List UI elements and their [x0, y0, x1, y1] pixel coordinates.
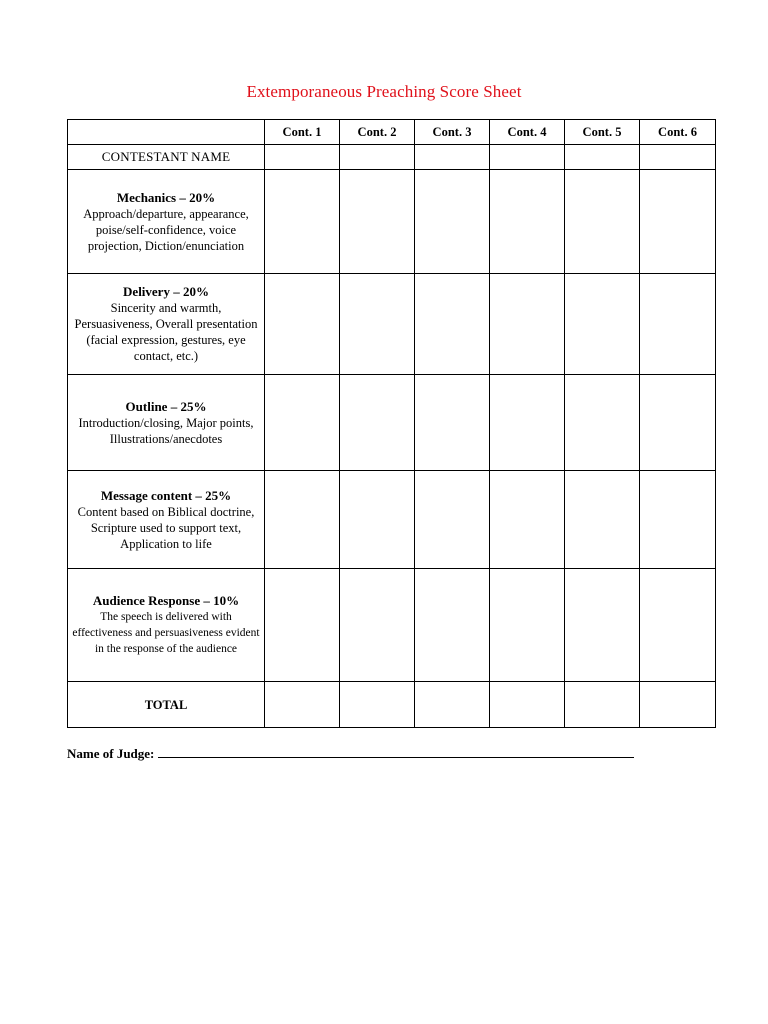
criterion-title: Delivery – 20%: [123, 284, 209, 299]
criterion-description: Content based on Biblical doctrine, Scripture used to support text, Application to life: [77, 504, 255, 551]
score-cell[interactable]: [565, 274, 640, 375]
score-cell[interactable]: [265, 375, 340, 471]
header-corner-cell: [68, 120, 265, 145]
total-cell[interactable]: [415, 682, 490, 728]
score-cell[interactable]: [340, 170, 415, 274]
score-cell[interactable]: [565, 170, 640, 274]
contestant-name-cell[interactable]: [340, 145, 415, 170]
contestant-name-cell[interactable]: [565, 145, 640, 170]
score-table: [67, 119, 716, 728]
score-cell[interactable]: [490, 274, 565, 375]
total-cell[interactable]: [265, 682, 340, 728]
criterion-description: Introduction/closing, Major points, Illustrations/anecdotes: [78, 415, 254, 446]
score-cell[interactable]: [265, 471, 340, 569]
score-cell[interactable]: [640, 375, 716, 471]
contestant-name-row: [68, 145, 716, 170]
score-cell[interactable]: [415, 471, 490, 569]
judge-signature-line: [67, 744, 634, 762]
score-cell[interactable]: [565, 471, 640, 569]
criterion-label: [68, 170, 265, 274]
score-cell[interactable]: [340, 274, 415, 375]
total-label: TOTAL: [68, 682, 265, 728]
score-cell[interactable]: [565, 569, 640, 682]
total-cell[interactable]: [490, 682, 565, 728]
contestant-name-cell[interactable]: [490, 145, 565, 170]
score-cell[interactable]: [415, 569, 490, 682]
contestant-header: Cont. 3: [415, 120, 490, 145]
score-cell[interactable]: [415, 274, 490, 375]
criterion-row-outline: [68, 375, 716, 471]
criterion-title: Audience Response – 10%: [92, 593, 240, 608]
total-row: [68, 682, 716, 728]
total-cell[interactable]: [640, 682, 716, 728]
score-cell[interactable]: [565, 375, 640, 471]
contestant-name-label: CONTESTANT NAME: [68, 145, 265, 170]
page-title: Extemporaneous Preaching Score Sheet: [246, 82, 522, 101]
criterion-row-audience-response: [68, 569, 716, 682]
criterion-row-message-content: [68, 471, 716, 569]
contestant-name-cell[interactable]: [415, 145, 490, 170]
judge-label: Name of Judge:: [67, 746, 155, 761]
criterion-label: [68, 375, 265, 471]
contestant-header: Cont. 1: [265, 120, 340, 145]
judge-name-blank[interactable]: [158, 744, 634, 758]
criterion-title: Outline – 25%: [125, 398, 207, 414]
score-cell[interactable]: [490, 569, 565, 682]
score-cell[interactable]: [340, 569, 415, 682]
score-cell[interactable]: [265, 569, 340, 682]
criterion-label: [68, 274, 265, 375]
contestant-header: Cont. 2: [340, 120, 415, 145]
criterion-row-delivery: [68, 274, 716, 375]
score-cell[interactable]: [640, 471, 716, 569]
criterion-description: The speech is delivered with effectiveness and persuasiveness evident in the response of the audience: [72, 611, 260, 655]
contestant-header: Cont. 5: [565, 120, 640, 145]
contestant-header: Cont. 4: [490, 120, 565, 145]
criterion-row-mechanics: [68, 170, 716, 274]
score-cell[interactable]: [265, 274, 340, 375]
score-cell[interactable]: [265, 170, 340, 274]
score-cell[interactable]: [340, 375, 415, 471]
criterion-description: Approach/departure, appearance, poise/self-confidence, voice projection, Diction/enunciation: [83, 206, 249, 253]
score-cell[interactable]: [415, 170, 490, 274]
criterion-title: Message content – 25%: [100, 487, 232, 503]
score-cell[interactable]: [640, 170, 716, 274]
total-cell[interactable]: [340, 682, 415, 728]
score-cell[interactable]: [490, 471, 565, 569]
header-row: [68, 120, 716, 145]
contestant-name-cell[interactable]: [640, 145, 716, 170]
contestant-header: Cont. 6: [640, 120, 716, 145]
criterion-label: [68, 569, 265, 682]
criterion-label: [68, 471, 265, 569]
score-cell[interactable]: [340, 471, 415, 569]
score-cell[interactable]: [640, 274, 716, 375]
score-cell[interactable]: [490, 375, 565, 471]
score-cell[interactable]: [490, 170, 565, 274]
criterion-title: Mechanics – 20%: [116, 189, 216, 205]
score-cell[interactable]: [640, 569, 716, 682]
contestant-name-cell[interactable]: [265, 145, 340, 170]
criterion-description: Sincerity and warmth, Persuasiveness, Overall presentation (facial expression, gestures, eye contact, etc.): [74, 301, 258, 363]
score-cell[interactable]: [415, 375, 490, 471]
total-cell[interactable]: [565, 682, 640, 728]
